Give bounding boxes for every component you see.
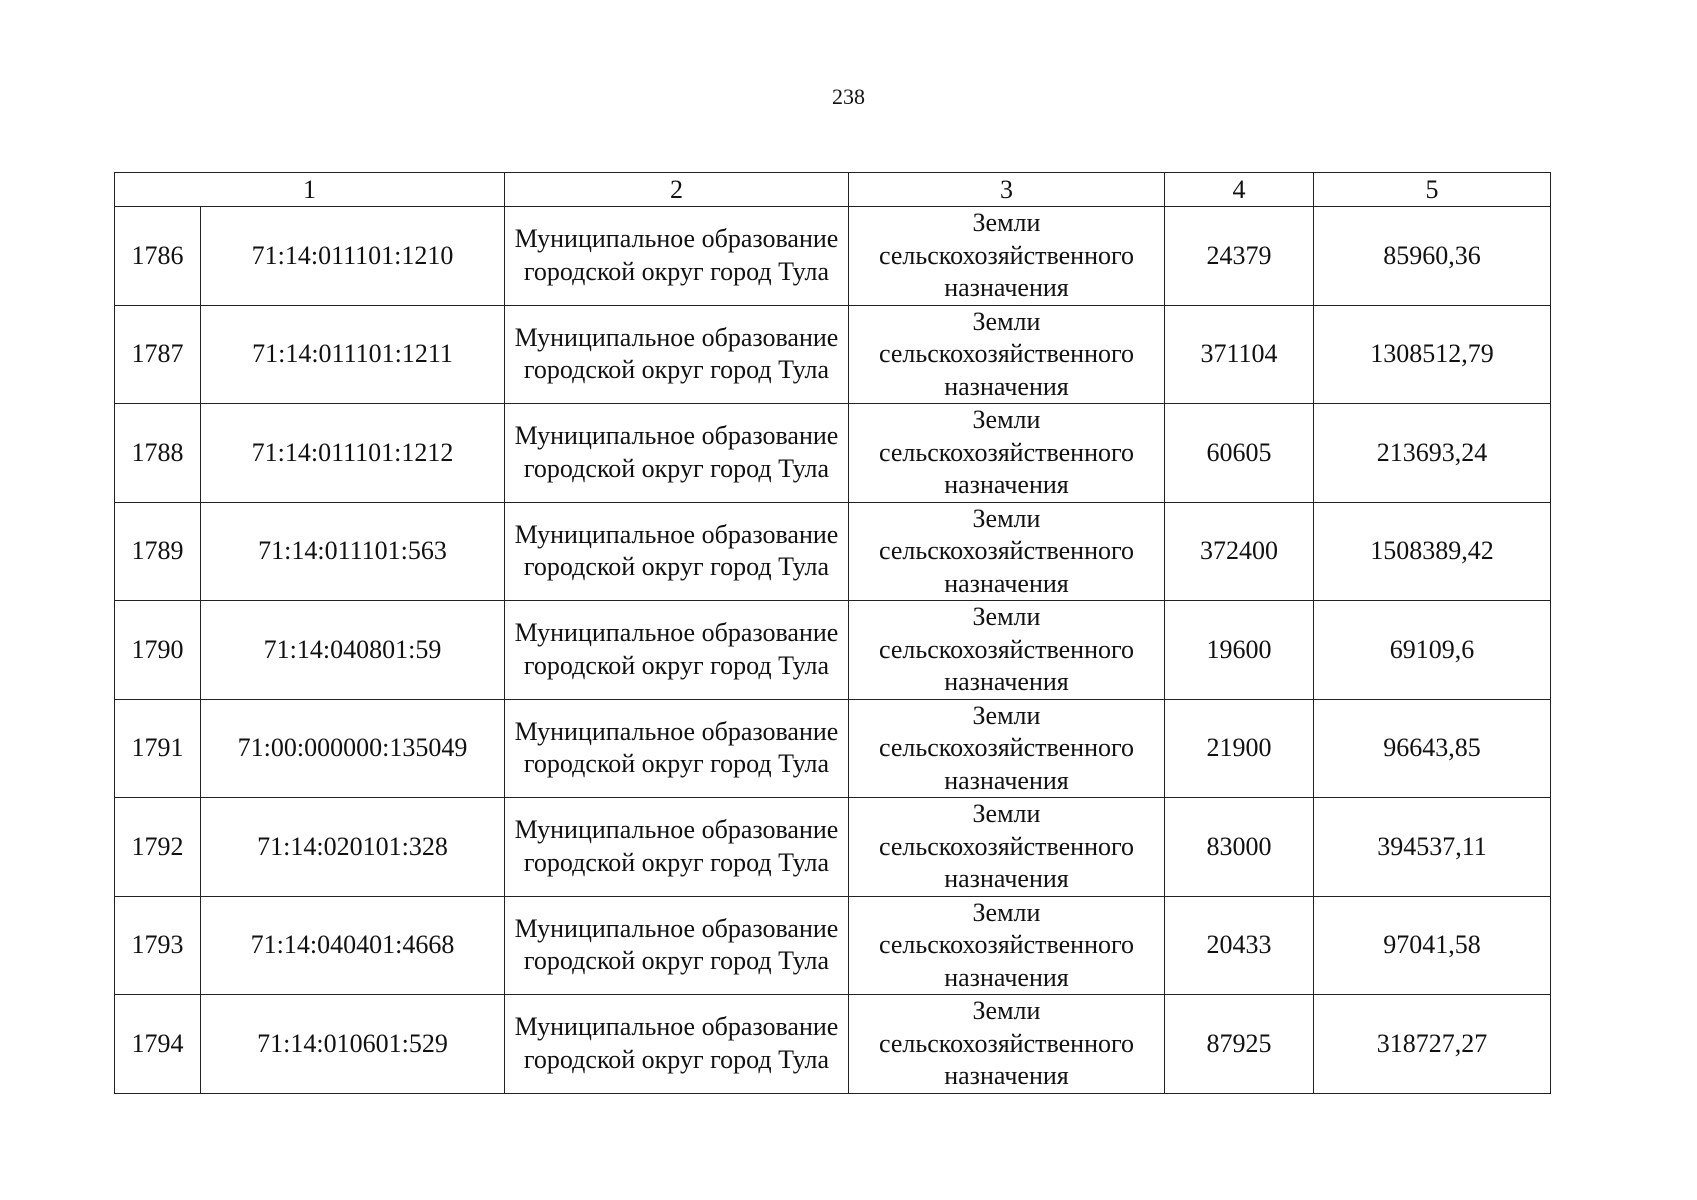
row-number: 1787 [115,305,201,404]
cadastral-number: 71:14:011101:1211 [201,305,505,404]
owner: Муниципальное образование городской округ город Тула [505,995,849,1094]
row-number: 1786 [115,207,201,306]
land-category: Земли сельскохозяйственного назначения [849,995,1165,1094]
area: 19600 [1165,601,1314,700]
cadastral-value: 96643,85 [1314,699,1551,798]
land-category: Земли сельскохозяйственного назначения [849,699,1165,798]
owner: Муниципальное образование городской округ город Тула [505,207,849,306]
column-header-5: 5 [1314,173,1551,207]
owner: Муниципальное образование городской округ город Тула [505,798,849,897]
column-header-4: 4 [1165,173,1314,207]
table-row [115,699,1551,798]
cadastral-value: 318727,27 [1314,995,1551,1094]
owner: Муниципальное образование городской округ город Тула [505,305,849,404]
page-number: 238 [832,84,865,109]
land-category: Земли сельскохозяйственного назначения [849,207,1165,306]
cadastral-value: 1308512,79 [1314,305,1551,404]
area: 371104 [1165,305,1314,404]
cadastral-value: 69109,6 [1314,601,1551,700]
column-header-1: 1 [115,173,505,207]
owner: Муниципальное образование городской округ город Тула [505,502,849,601]
land-category: Земли сельскохозяйственного назначения [849,798,1165,897]
cadastral-number: 71:14:040801:59 [201,601,505,700]
table-row [115,601,1551,700]
owner: Муниципальное образование городской округ город Тула [505,896,849,995]
area: 20433 [1165,896,1314,995]
cadastral-number: 71:14:010601:529 [201,995,505,1094]
land-category: Земли сельскохозяйственного назначения [849,502,1165,601]
row-number: 1792 [115,798,201,897]
table-row [115,404,1551,503]
column-header-2: 2 [505,173,849,207]
row-number: 1793 [115,896,201,995]
cadastral-value: 394537,11 [1314,798,1551,897]
cadastral-number: 71:00:000000:135049 [201,699,505,798]
area: 372400 [1165,502,1314,601]
land-category: Земли сельскохозяйственного назначения [849,896,1165,995]
cadastral-number: 71:14:020101:328 [201,798,505,897]
owner: Муниципальное образование городской округ город Тула [505,601,849,700]
owner: Муниципальное образование городской округ город Тула [505,699,849,798]
land-plots-table [114,172,1551,1094]
cadastral-number: 71:14:011101:1212 [201,404,505,503]
table-row [115,207,1551,306]
cadastral-value: 213693,24 [1314,404,1551,503]
table-row [115,502,1551,601]
cadastral-number: 71:14:011101:1210 [201,207,505,306]
area: 21900 [1165,699,1314,798]
row-number: 1789 [115,502,201,601]
area: 83000 [1165,798,1314,897]
cadastral-number: 71:14:040401:4668 [201,896,505,995]
cadastral-value: 97041,58 [1314,896,1551,995]
table-row [115,798,1551,897]
table-header-row [115,173,1551,207]
row-number: 1794 [115,995,201,1094]
column-header-3: 3 [849,173,1165,207]
area: 60605 [1165,404,1314,503]
table-row [115,995,1551,1094]
area: 87925 [1165,995,1314,1094]
cadastral-value: 1508389,42 [1314,502,1551,601]
area: 24379 [1165,207,1314,306]
table-row [115,896,1551,995]
row-number: 1790 [115,601,201,700]
land-category: Земли сельскохозяйственного назначения [849,305,1165,404]
table-row [115,305,1551,404]
row-number: 1788 [115,404,201,503]
land-category: Земли сельскохозяйственного назначения [849,404,1165,503]
land-category: Земли сельскохозяйственного назначения [849,601,1165,700]
cadastral-value: 85960,36 [1314,207,1551,306]
owner: Муниципальное образование городской округ город Тула [505,404,849,503]
row-number: 1791 [115,699,201,798]
cadastral-number: 71:14:011101:563 [201,502,505,601]
